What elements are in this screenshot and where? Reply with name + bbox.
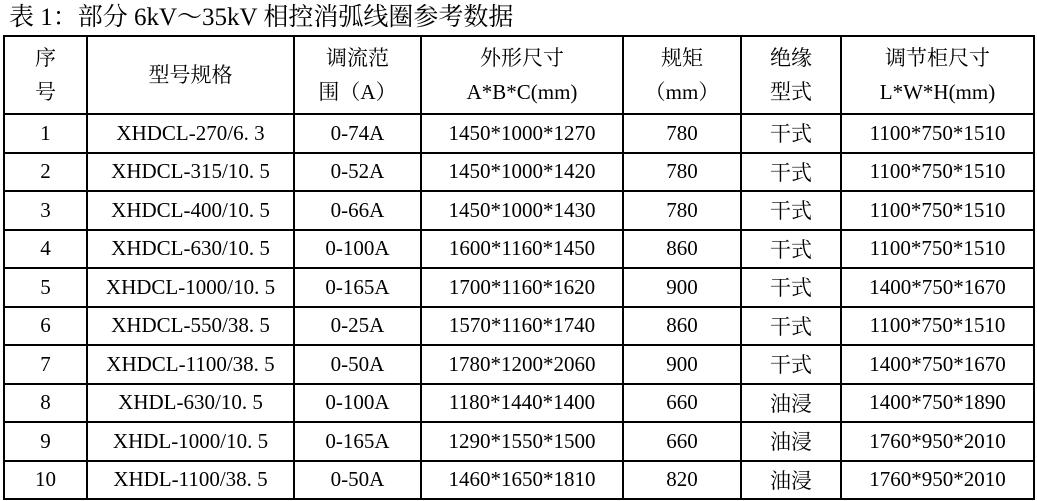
- cell-current-range: 0-100A: [294, 230, 421, 269]
- cell-cabinet-size: 1400*750*1890: [841, 384, 1034, 423]
- cell-current-range: 0-100A: [294, 384, 421, 423]
- table-title: 表 1：部分 6kV～35kV 相控消弧线圈参考数据: [9, 4, 514, 31]
- cell-index: 2: [4, 153, 87, 192]
- column-header-line: 外形尺寸: [480, 46, 564, 70]
- cell-dimensions: 1290*1550*1500: [421, 422, 623, 461]
- column-header-line: 序: [35, 46, 56, 70]
- cell-gauge: 660: [623, 422, 741, 461]
- cell-current-range: 0-25A: [294, 307, 421, 346]
- cell-index: 4: [4, 230, 87, 269]
- cell-index: 5: [4, 268, 87, 307]
- cell-current-range: 0-50A: [294, 345, 421, 384]
- column-header-line: 围（A）: [318, 80, 397, 104]
- cell-gauge: 780: [623, 153, 741, 192]
- table-row: [4, 422, 1034, 461]
- table-row: [4, 191, 1034, 230]
- cell-current-range: 0-50A: [294, 461, 421, 500]
- cell-current-range: 0-165A: [294, 422, 421, 461]
- cell-model: XHDCL-270/6. 3: [87, 114, 294, 153]
- cell-gauge: 660: [623, 384, 741, 423]
- cell-index: 8: [4, 384, 87, 423]
- cell-model: XHDCL-550/38. 5: [87, 307, 294, 346]
- cell-dimensions: 1450*1000*1270: [421, 114, 623, 153]
- cell-cabinet-size: 1400*750*1670: [841, 345, 1034, 384]
- cell-model: XHDCL-400/10. 5: [87, 191, 294, 230]
- cell-dimensions: 1450*1000*1420: [421, 153, 623, 192]
- cell-index: 10: [4, 461, 87, 500]
- cell-gauge: 780: [623, 114, 741, 153]
- cell-model: XHDCL-1100/38. 5: [87, 345, 294, 384]
- column-header-dimensions: [421, 36, 623, 114]
- cell-cabinet-size: 1760*950*2010: [841, 422, 1034, 461]
- cell-cabinet-size: 1100*750*1510: [841, 307, 1034, 346]
- cell-insulation: 干式: [741, 153, 841, 192]
- column-header-line: 调流范: [326, 46, 389, 70]
- cell-insulation: 干式: [741, 114, 841, 153]
- cell-cabinet-size: 1760*950*2010: [841, 461, 1034, 500]
- column-header-line: L*W*H(mm): [879, 80, 996, 104]
- cell-cabinet-size: 1100*750*1510: [841, 230, 1034, 269]
- cell-index: 9: [4, 422, 87, 461]
- table-header: [4, 36, 1034, 114]
- cell-gauge: 780: [623, 191, 741, 230]
- cell-insulation: 油浸: [741, 461, 841, 500]
- cell-current-range: 0-74A: [294, 114, 421, 153]
- cell-index: 6: [4, 307, 87, 346]
- cell-insulation: 干式: [741, 307, 841, 346]
- cell-model: XHDCL-1000/10. 5: [87, 268, 294, 307]
- table-row: [4, 345, 1034, 384]
- table-row: [4, 268, 1034, 307]
- cell-insulation: 干式: [741, 230, 841, 269]
- cell-model: XHDL-1100/38. 5: [87, 461, 294, 500]
- column-header-line: 号: [35, 80, 56, 104]
- cell-gauge: 860: [623, 230, 741, 269]
- cell-insulation: 油浸: [741, 422, 841, 461]
- cell-gauge: 900: [623, 345, 741, 384]
- column-header-cabinet-size: [841, 36, 1034, 114]
- cell-current-range: 0-66A: [294, 191, 421, 230]
- column-header-insulation: [741, 36, 841, 114]
- cell-cabinet-size: 1100*750*1510: [841, 191, 1034, 230]
- cell-cabinet-size: 1100*750*1510: [841, 114, 1034, 153]
- column-header-gauge: [623, 36, 741, 114]
- table-row: [4, 384, 1034, 423]
- cell-cabinet-size: 1100*750*1510: [841, 153, 1034, 192]
- column-header-line: 调节柜尺寸: [885, 46, 990, 70]
- column-header-line: 型式: [770, 80, 812, 104]
- cell-gauge: 860: [623, 307, 741, 346]
- cell-insulation: 干式: [741, 268, 841, 307]
- cell-gauge: 900: [623, 268, 741, 307]
- table-row: [4, 114, 1034, 153]
- column-header-index: [4, 36, 87, 114]
- column-header-line: A*B*C(mm): [466, 80, 578, 104]
- cell-dimensions: 1570*1160*1740: [421, 307, 623, 346]
- table-row: [4, 307, 1034, 346]
- cell-dimensions: 1460*1650*1810: [421, 461, 623, 500]
- column-header-line: 规矩: [661, 46, 703, 70]
- table-body: [4, 114, 1034, 499]
- table-row: [4, 461, 1034, 500]
- cell-dimensions: 1600*1160*1450: [421, 230, 623, 269]
- cell-index: 3: [4, 191, 87, 230]
- reference-data-table: [3, 35, 1035, 500]
- cell-index: 7: [4, 345, 87, 384]
- column-header-line: 绝缘: [770, 46, 812, 70]
- cell-insulation: 油浸: [741, 384, 841, 423]
- cell-insulation: 干式: [741, 345, 841, 384]
- column-header-current-range: [294, 36, 421, 114]
- cell-dimensions: 1780*1200*2060: [421, 345, 623, 384]
- column-header-line: （mm）: [644, 80, 720, 104]
- cell-dimensions: 1700*1160*1620: [421, 268, 623, 307]
- cell-current-range: 0-165A: [294, 268, 421, 307]
- table-row: [4, 153, 1034, 192]
- cell-gauge: 820: [623, 461, 741, 500]
- cell-insulation: 干式: [741, 191, 841, 230]
- column-header-line: 型号规格: [148, 63, 233, 87]
- cell-dimensions: 1450*1000*1430: [421, 191, 623, 230]
- cell-index: 1: [4, 114, 87, 153]
- cell-model: XHDCL-315/10. 5: [87, 153, 294, 192]
- table-header-row: [4, 36, 1034, 114]
- table-row: [4, 230, 1034, 269]
- cell-cabinet-size: 1400*750*1670: [841, 268, 1034, 307]
- cell-current-range: 0-52A: [294, 153, 421, 192]
- cell-dimensions: 1180*1440*1400: [421, 384, 623, 423]
- cell-model: XHDL-630/10. 5: [87, 384, 294, 423]
- cell-model: XHDCL-630/10. 5: [87, 230, 294, 269]
- column-header-model: [87, 36, 294, 114]
- cell-model: XHDL-1000/10. 5: [87, 422, 294, 461]
